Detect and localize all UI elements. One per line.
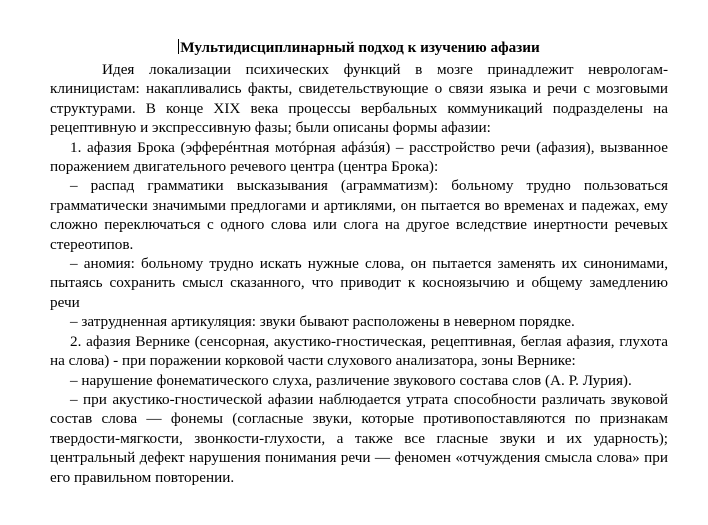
broca-aphasia-item: 1. афазия Брока (эфферéнтная мотóрная афáзúя) – расстройство речи (афазия), вызванное поражением двигательного речевого центра (центра Брока):	[50, 138, 668, 176]
phonematic-hearing-item: – нарушение фонематического слуха, различение звукового состава слов (А. Р. Лурия).	[70, 371, 632, 389]
acoustic-gnostic-item: – при акустико-гностической афазии наблюдается утрата способности различать звуковой состав слова — фонемы (согласные звуки, которые противопоставляются по признакам твердости-мягкости, звонкости-глухости, а также все гласные звуки и их ударность); центральный дефект нарушения понимания речи — феномен «отчуждения смысла слова» при его правильном повторении.	[50, 390, 668, 486]
intro-paragraph: Идея локализации психических функций в мозге принадлежит неврологам-клиницистам: накапливались факты, свидетельствующие о связи языка и речи с мозговыми структурами. В конце XIX века процессы вербальных коммуникаций подразделены на рецептивную и экспрессивную фазы; были описаны формы афазии:	[50, 61, 668, 137]
anomia-item: – аномия: больному трудно искать нужные слова, он пытается заменять их синонимами, пытаясь сохранить смысл сказанного, что приводит к косноязычию и общему замедлению речи	[50, 255, 668, 311]
agrammatism-item: – распад грамматики высказывания (аграмматизм): больному трудно пользоваться грамматически значимыми предлогами и артиклями, он пытается во временах и падежах, ему сложно переключаться с одного слова или слога на другое вследствие инертности речевых стереотипов.	[50, 177, 668, 253]
articulation-item: – затрудненная артикуляция: звуки бывают расположены в неверном порядке.	[70, 313, 575, 331]
document-page	[50, 38, 668, 487]
document-title	[50, 38, 668, 57]
wernicke-aphasia-item: 2. афазия Вернике (сенсорная, акустико-гностическая, рецептивная, беглая афазия, глухота на слова) - при поражении корковой части слухового анализатора, зоны Вернике:	[50, 332, 668, 370]
document-title-text: Мультидисциплинарный подход к изучению афазии	[180, 39, 540, 56]
